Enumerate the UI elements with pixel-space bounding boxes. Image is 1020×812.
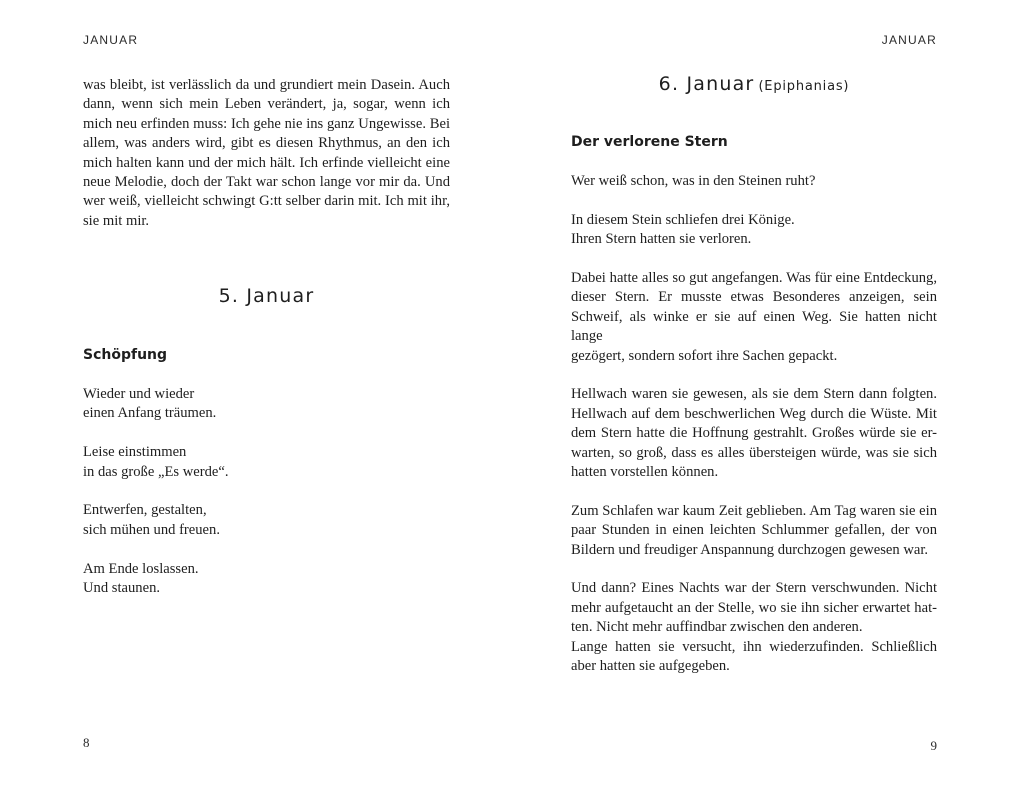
poem-line: Wieder und wieder xyxy=(83,386,195,402)
day-title-heading xyxy=(571,73,937,95)
text-line: aber hatten sie aufgegeben. xyxy=(571,658,730,675)
text-line: mich halten kann und der mich hält. Ich erfinde vielleicht eine xyxy=(83,154,450,171)
text-line: ten. Nicht mehr auffindbar zwischen den anderen. xyxy=(571,619,863,636)
text-line: Dabei hatte alles so gut angefangen. Was für eine Entdeckung, xyxy=(571,270,937,286)
text-line: warten, so groß, dass es alles übersteigen würde, was sie sich xyxy=(571,444,937,461)
text-line: Lange hatten sie versucht, ihn wiederzufinden. Schließlich xyxy=(571,638,937,655)
text-line: allem, was anders wird, gibt es diesen Rhythmus, an den ich xyxy=(83,135,450,152)
paragraph-gap xyxy=(571,366,937,385)
paragraph-gap xyxy=(571,191,937,210)
text-line: mehr aufgetaucht an der Stelle, wo sie ihn sicher erwartet hat- xyxy=(571,599,937,616)
text-line: Und dann? Eines Nachts war der Stern verschwunden. Nicht xyxy=(571,580,937,597)
text-line: gezögert, sondern sofort ihre Sachen gepackt. xyxy=(571,347,838,364)
poem-line: Am Ende loslassen. xyxy=(83,560,199,577)
running-head: JANUAR xyxy=(881,33,937,47)
page-number: 9 xyxy=(930,738,937,753)
text-line: Schweif, als winke er sie auf einen Weg. Sie hatten nicht lange xyxy=(571,308,937,345)
poem-line: sich mühen und freuen. xyxy=(83,521,220,538)
running-head: JANUAR xyxy=(83,33,139,47)
stanza-break xyxy=(83,482,450,501)
text-line: Hellwach waren sie gewesen, als sie dem Stern dann folgten. xyxy=(571,386,937,403)
text-line: sie mit mir. xyxy=(83,212,150,229)
poem-line: Entwerfen, gestalten, xyxy=(83,502,207,519)
day-subtitle: (Epiphanias) xyxy=(758,79,850,94)
poem-line: in das große „Es werde“. xyxy=(83,463,229,480)
text-line: wer weiß, vielleicht schwingt G:tt selber darin mit. Ich mit ihr, xyxy=(83,193,450,210)
text-line: dann, wenn sich mein Leben verändert, ja, sogar, wenn ich xyxy=(83,96,450,113)
text-line: Ihren Stern hatten sie verloren. xyxy=(571,231,752,248)
text-line: was bleibt, ist verlässlich da und grundiert mein Dasein. Auch xyxy=(83,77,450,93)
poem-line: einen Anfang träumen. xyxy=(83,405,217,422)
stanza-break xyxy=(83,424,450,443)
day-title: 5. Januar xyxy=(218,285,315,307)
day-title: 6. Januar xyxy=(658,73,755,95)
text-line: dieser Stern. Er musste etwas Besonderes anzeigen, sein xyxy=(571,289,937,306)
text-line: hatten vorstellen können. xyxy=(571,464,719,481)
section-title: Schöpfung xyxy=(83,347,168,363)
paragraph-gap xyxy=(571,482,937,501)
text-line: Zum Schlafen war kaum Zeit geblieben. Am Tag waren sie ein xyxy=(571,502,937,519)
intro-paragraph xyxy=(83,76,450,231)
paragraph-gap xyxy=(571,250,937,269)
text-line: In diesem Stein schliefen drei Könige. xyxy=(571,211,795,228)
text-line: mich neu erfinden muss: Ich gehe nie ins ganz Ungewisse. Bei xyxy=(83,115,450,132)
text-line: Bildern und freudiger Anspannung durchzogen gewesen war. xyxy=(571,541,929,558)
poem-line: Leise einstimmen xyxy=(83,444,187,461)
right-page xyxy=(571,0,937,812)
text-line: dem Stern hatte die Hoffnung gestrahlt. Großes würde sie er- xyxy=(571,425,937,442)
text-line: paar Stunden in einen leichten Schlummer gefallen, der von xyxy=(571,522,937,539)
stanza-break xyxy=(83,540,450,559)
page-number: 8 xyxy=(83,735,90,750)
text-line: Hellwach auf dem beschwerlichen Weg durch die Wüste. Mit xyxy=(571,405,937,422)
text-line: neue Melodie, doch der Takt war schon lange vor mir da. Und xyxy=(83,174,450,191)
story-text xyxy=(571,172,937,676)
paragraph-gap xyxy=(571,560,937,579)
poem xyxy=(83,385,450,598)
section-title: Der verlorene Stern xyxy=(571,134,728,150)
text-line: Wer weiß schon, was in den Steinen ruht? xyxy=(571,173,816,189)
left-page xyxy=(83,0,450,812)
poem-line: Und staunen. xyxy=(83,580,161,597)
